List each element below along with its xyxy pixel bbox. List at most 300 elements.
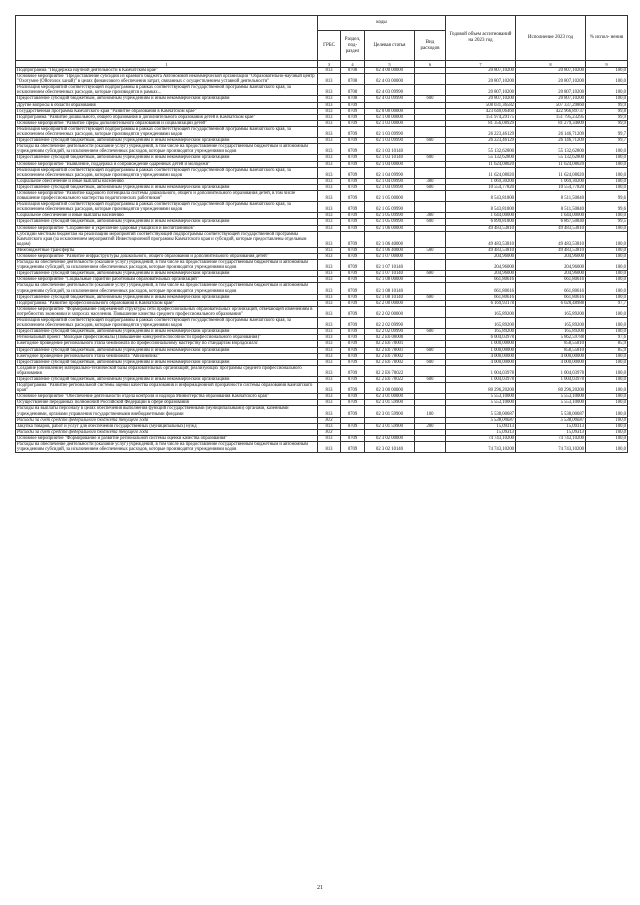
row-name: Основное мероприятие "Развитие сферы дополнительного образования и социализации детей" — [16, 120, 318, 126]
row-expense-type: 600 — [415, 347, 446, 353]
row-grbs: 813 — [318, 74, 341, 85]
row-executed-amount: 1 004,03978 — [516, 365, 586, 376]
row-target-article: 02 2 00 00000 — [365, 300, 415, 306]
row-grbs: 813 — [318, 120, 341, 126]
row-planned-amount: 661,80616 — [446, 283, 516, 294]
row-target-article: 02 3 01 59900 — [365, 406, 415, 417]
row-target-article: 02 1 07 10140 — [365, 260, 415, 271]
row-expense-type — [415, 190, 446, 201]
row-razdel: 0708 — [341, 68, 365, 74]
index-cell: 1 — [16, 61, 318, 68]
row-name: Подпрограмма "Развитие дошкольного, общего образования и дополнительного образования детей в Камчатском крае" — [16, 114, 318, 120]
row-target-article: 02 3 02 00000 — [365, 435, 415, 441]
row-executed-amount: 20 807,10200 — [516, 96, 586, 102]
row-executed-amount: 15,09313 — [516, 423, 586, 429]
row-name: Основное мероприятие "Социальные гарантии работникам образовательных организаций" — [16, 277, 318, 283]
table-header — [16, 16, 628, 68]
row-expense-type — [415, 383, 446, 394]
row-execution-percent: 100,0 — [586, 353, 628, 359]
row-grbs: 813 — [318, 376, 341, 382]
row-planned-amount: 5 538,00687 — [446, 417, 516, 423]
row-executed-amount: 4 000,00000 — [516, 359, 586, 365]
row-target-article: 02 2 02 09990 — [365, 329, 415, 335]
row-razdel: 0709 — [341, 161, 365, 167]
row-execution-percent: 100,0 — [586, 429, 628, 435]
row-target-article: 02 1 08 10140 — [365, 294, 415, 300]
row-razdel: 0709 — [341, 277, 365, 283]
row-grbs: 813 — [318, 442, 341, 453]
row-target-article: 02 1 04 09990 — [365, 167, 415, 178]
row-grbs: 813 — [318, 96, 341, 102]
row-razdel: 0709 — [341, 213, 365, 219]
row-expense-type: 600 — [415, 294, 446, 300]
row-executed-amount: 661,80616 — [516, 277, 586, 283]
row-executed-amount: 165,89200 — [516, 329, 586, 335]
row-executed-amount: 1 069,30200 — [516, 178, 586, 184]
row-planned-amount: 165,89200 — [446, 318, 516, 329]
row-name: Предоставление субсидий бюджетным, автономным учреждениям и иным некоммерческим организациям — [16, 347, 318, 353]
table-row — [16, 442, 628, 453]
row-razdel: 0709 — [341, 383, 365, 394]
row-target-article: 02 1 06 40000 — [365, 231, 415, 247]
row-expense-type — [415, 318, 446, 329]
row-grbs: 813 — [318, 294, 341, 300]
row-expense-type: 100 — [415, 406, 446, 417]
row-planned-amount: 81 356,08929 — [446, 120, 516, 126]
row-execution-percent: 99,6 — [586, 190, 628, 201]
row-razdel: 0709 — [341, 300, 365, 306]
row-razdel: 0709 — [341, 335, 365, 341]
row-planned-amount: 74 743,10200 — [446, 442, 516, 453]
row-execution-percent: 100,0 — [586, 231, 628, 247]
row-target-article: 02 1 04 09990 — [365, 178, 415, 184]
row-execution-percent: 99,5 — [586, 219, 628, 225]
row-grbs: 813 — [318, 429, 341, 435]
row-executed-amount: 26 146,71209 — [516, 138, 586, 144]
report-sheet — [15, 15, 627, 453]
row-grbs: 813 — [318, 85, 341, 96]
row-razdel: 0709 — [341, 347, 365, 353]
row-target-article: 02 1 05 00000 — [365, 190, 415, 201]
row-name: Государственная программа Камчатского края "Развитие образования в Камчатском крае" — [16, 108, 318, 114]
row-executed-amount: 151 795,23295 — [516, 114, 586, 120]
row-razdel: 0709 — [341, 329, 365, 335]
row-name: Социальное обеспечение и иные выплаты населению — [16, 178, 318, 184]
row-expense-type — [415, 202, 446, 213]
header-cs: Целевая статья — [365, 31, 415, 61]
header-codes-group: коды — [318, 16, 446, 31]
row-name: Реализация мероприятий соответствующей подпрограммы в рамках соответствующей государственной программы Камчатского края, за исключением обеспеченных расходов, которые производятся учреждениями кодов — [16, 167, 318, 178]
row-target-article: 02 1 07 10140 — [365, 271, 415, 277]
row-target-article: 02 1 03 10140 — [365, 144, 415, 155]
row-razdel: 0709 — [341, 114, 365, 120]
row-target-article: 02 1 04 00000 — [365, 161, 415, 167]
row-razdel: 0709 — [341, 294, 365, 300]
row-expense-type: 300 — [415, 213, 446, 219]
row-execution-percent: 100,0 — [586, 417, 628, 423]
row-razdel: 0709 — [341, 271, 365, 277]
row-razdel: 0709 — [341, 442, 365, 453]
row-target-article: 02 2 E6 70022 — [365, 365, 415, 376]
row-execution-percent: 85,9 — [586, 341, 628, 347]
row-executed-amount: 26 146,71209 — [516, 126, 586, 137]
row-executed-amount: 74 743,10200 — [516, 435, 586, 441]
index-cell: 6 — [415, 61, 446, 68]
row-name: Предоставление субсидий бюджетным, автономным учреждениям и иным некоммерческим организациям — [16, 184, 318, 190]
row-razdel: 0709 — [341, 102, 365, 108]
row-planned-amount: 6 169,93178 — [446, 300, 516, 306]
row-executed-amount: 49 483,53810 — [516, 247, 586, 253]
row-grbs: 813 — [318, 260, 341, 271]
row-name: Реализация мероприятий соответствующей подпрограммы в рамках соответствующей государственной программы Камчатского края, за исключением обеспеченных расходов, которые производятся учреждениями кодов — [16, 126, 318, 137]
row-grbs: 813 — [318, 254, 341, 260]
row-executed-amount: 661,80616 — [516, 294, 586, 300]
row-execution-percent: 99,7 — [586, 138, 628, 144]
row-razdel: 0709 — [341, 120, 365, 126]
row-expense-type: 600 — [415, 329, 446, 335]
row-planned-amount: 1 004,03978 — [446, 365, 516, 376]
row-name: Предоставление субсидий бюджетным, автономным учреждениям и иным некоммерческим организациям — [16, 96, 318, 102]
row-target-article: 02 3 02 10140 — [365, 442, 415, 453]
row-executed-amount: 165,89200 — [516, 318, 586, 329]
row-name: Предоставление субсидий бюджетным, автономным учреждениям и иным некоммерческим организациям — [16, 359, 318, 365]
row-grbs: 813 — [318, 102, 341, 108]
row-razdel: 0709 — [341, 202, 365, 213]
row-name: Основное мероприятие "Сохранение и укрепление здоровья учащихся и воспитанников" — [16, 225, 318, 231]
row-executed-amount: 81 279,34009 — [516, 120, 586, 126]
row-name: Подпрограмма "Развитие профессионального образования в Камчатском крае" — [16, 300, 318, 306]
row-executed-amount: 204,96000 — [516, 260, 586, 271]
row-planned-amount: 26 223,46129 — [446, 126, 516, 137]
row-executed-amount: 49 483,53810 — [516, 225, 586, 231]
row-expense-type: 600 — [415, 138, 446, 144]
row-execution-percent: 100,0 — [586, 294, 628, 300]
row-execution-percent: 97,6 — [586, 335, 628, 341]
row-name: Предоставление субсидий бюджетным, автономным учреждениям и иным некоммерческим организациям — [16, 138, 318, 144]
row-expense-type — [415, 283, 446, 294]
row-executed-amount: 11 624,08020 — [516, 167, 586, 178]
table-row — [16, 144, 628, 155]
row-expense-type: 600 — [415, 376, 446, 382]
index-cell: 8 — [516, 61, 586, 68]
row-executed-amount: 5 553,10000 — [516, 400, 586, 406]
row-execution-percent: 100,0 — [586, 167, 628, 178]
row-grbs: 813 — [318, 161, 341, 167]
row-expense-type: 600 — [415, 96, 446, 102]
row-target-article: 02 1 03 09990 — [365, 126, 415, 137]
row-planned-amount: 10 554,77820 — [446, 184, 516, 190]
row-planned-amount: 49 483,53810 — [446, 247, 516, 253]
row-grbs: 813 — [318, 353, 341, 359]
row-razdel: 0709 — [341, 283, 365, 294]
row-execution-percent: 100,0 — [586, 376, 628, 382]
index-cell: 7 — [446, 61, 516, 68]
row-razdel: 0708 — [341, 74, 365, 85]
row-execution-percent: 100,0 — [586, 254, 628, 260]
row-planned-amount: 6 004,03978 — [446, 335, 516, 341]
header-fact: Исполнение 2023 год — [516, 16, 586, 61]
row-name: Реализация мероприятий соответствующей подпрограммы в рамках соответствующей государственной программы Камчатского края, за исключением обеспеченных расходов, которые производятся в рамках... — [16, 85, 318, 96]
table-row — [16, 260, 628, 271]
row-executed-amount: 5 538,00687 — [516, 417, 586, 423]
row-execution-percent: 100,0 — [586, 68, 628, 74]
row-executed-amount: 6 867,50840 — [516, 219, 586, 225]
row-grbs: 813 — [318, 231, 341, 247]
table-row — [16, 126, 628, 137]
table-row — [16, 74, 628, 85]
row-grbs: 813 — [318, 435, 341, 441]
row-target-article: 02 1 05 09990 — [365, 213, 415, 219]
row-razdel: 0709 — [341, 318, 365, 329]
row-executed-amount: 5 862,59788 — [516, 335, 586, 341]
row-planned-amount: 15,09313 — [446, 429, 516, 435]
row-target-article: 02 3 00 00000 — [365, 383, 415, 394]
row-name: Субсидии местным бюджетам на реализацию мероприятий соответствующей подпрограммы соответствующей государственной программы Камчатского края (за исключением мероприятий Инвестиционной программы Камчатского края и субсидий, которые предоставлены отдельным кодом) — [16, 231, 318, 247]
row-planned-amount: 5 553,10000 — [446, 394, 516, 400]
row-expense-type — [415, 231, 446, 247]
index-cell: 3 — [318, 61, 341, 68]
row-name: Другие вопросы в области образования — [16, 102, 318, 108]
row-execution-percent: 100,0 — [586, 394, 628, 400]
row-target-article: 02 1 06 40000 — [365, 247, 415, 253]
row-planned-amount: 4 000,00000 — [446, 359, 516, 365]
row-execution-percent: 100,0 — [586, 161, 628, 167]
row-name: Предоставление субсидий бюджетным, автономным учреждениям и иным некоммерческим организациям — [16, 271, 318, 277]
row-execution-percent: 100,0 — [586, 85, 628, 96]
row-razdel: 0709 — [341, 167, 365, 178]
row-execution-percent: 100,0 — [586, 318, 628, 329]
row-expense-type — [415, 144, 446, 155]
row-target-article: 02 4 00 00000 — [365, 68, 415, 74]
row-execution-percent: 97,7 — [586, 300, 628, 306]
row-grbs: 813 — [318, 383, 341, 394]
row-name: Основное мероприятие "Предоставление субсидии из краевого бюджета Автономной некоммерческой организации "Образовательно-научный центр "Охотумне (Ойотолох ханай)" в целях финансового обеспечения затрат, связанных с осуществлением уставной деятельности" — [16, 74, 318, 85]
row-expense-type — [415, 442, 446, 453]
row-execution-percent: 99,7 — [586, 126, 628, 137]
row-planned-amount: 4 000,00000 — [446, 353, 516, 359]
row-planned-amount: 8 543,81800 — [446, 190, 516, 201]
page-number: 21 — [317, 885, 323, 891]
row-planned-amount: 204,96000 — [446, 254, 516, 260]
row-execution-percent: 99,6 — [586, 202, 628, 213]
row-target-article: 02 4 03 09990 — [365, 96, 415, 102]
column-index-row — [16, 61, 628, 68]
row-planned-amount: 20 807,10200 — [446, 68, 516, 74]
row-execution-percent: 100,0 — [586, 435, 628, 441]
row-execution-percent: 100,0 — [586, 96, 628, 102]
row-target-article: 02 3 01 59900 — [365, 400, 415, 406]
row-name: Основное мероприятие "Выявление, поддержка и сопровождение одаренных детей и молодежи" — [16, 161, 318, 167]
row-grbs: 813 — [318, 306, 341, 317]
table-row — [16, 202, 628, 213]
row-planned-amount: 49 483,53810 — [446, 231, 516, 247]
row-executed-amount: 858,55810 — [516, 347, 586, 353]
row-executed-amount: 422 966,89737 — [516, 108, 586, 114]
row-name: Предоставление субсидий бюджетным, автономным учреждениям и иным некоммерческим организациям — [16, 329, 318, 335]
row-target-article: 02 2 E6 70022 — [365, 376, 415, 382]
row-execution-percent: 100,0 — [586, 74, 628, 85]
row-name: Основное мероприятие "Развитие кадрового потенциала системы дошкольного, общего и дополнительного образования детей, в том числе повышение профессионального мастерства педагогических работников" — [16, 190, 318, 201]
row-razdel: 0709 — [341, 306, 365, 317]
row-executed-amount: 55 132,62800 — [516, 155, 586, 161]
row-grbs: 813 — [318, 283, 341, 294]
row-planned-amount: 508 031,36582 — [446, 102, 516, 108]
row-execution-percent: 100,0 — [586, 329, 628, 335]
row-planned-amount: 1 000,00000 — [446, 347, 516, 353]
row-execution-percent: 85,9 — [586, 347, 628, 353]
row-razdel: 0709 — [341, 394, 365, 400]
row-razdel: 0709 — [341, 178, 365, 184]
row-expense-type — [415, 74, 446, 85]
row-execution-percent: 100,0 — [586, 283, 628, 294]
row-grbs: 813 — [318, 114, 341, 120]
row-name: Реализация мероприятий соответствующей подпрограммы в рамках соответствующей государственной программы Камчатского края, за исключением обеспеченных расходов, которые производятся учреждениями кодов — [16, 318, 318, 329]
row-planned-amount: 20 807,10200 — [446, 74, 516, 85]
row-executed-amount: 15,09313 — [516, 429, 586, 435]
row-name: Создание (обновление) материально-технической базы образовательных организаций, реализующих программы среднего профессионального образования — [16, 365, 318, 376]
row-target-article: 02 1 06 00000 — [365, 225, 415, 231]
row-planned-amount: 20 807,10200 — [446, 96, 516, 102]
row-target-article: 02 2 E6 70002 — [365, 359, 415, 365]
row-grbs: 813 — [318, 178, 341, 184]
row-grbs: 813 — [318, 423, 341, 429]
row-grbs: 813 — [318, 126, 341, 137]
row-execution-percent: 100,0 — [586, 247, 628, 253]
table-body — [16, 68, 628, 453]
row-planned-amount: 49 483,53810 — [446, 225, 516, 231]
row-executed-amount: 8 511,50840 — [516, 202, 586, 213]
header-grbs: ГРБС — [318, 31, 341, 61]
index-cell: 5 — [365, 61, 415, 68]
row-grbs: 813 — [318, 202, 341, 213]
row-executed-amount: 11 624,08020 — [516, 161, 586, 167]
row-executed-amount: 5 553,10000 — [516, 394, 586, 400]
row-name: Закупка товаров, работ и услуг для обеспечения государственных (муниципальных) нужд — [16, 423, 318, 429]
row-expense-type: 600 — [415, 359, 446, 365]
row-target-article: 02 1 08 10140 — [365, 283, 415, 294]
row-target-article: 02 4 03 00000 — [365, 74, 415, 85]
row-execution-percent: 99,9 — [586, 120, 628, 126]
row-razdel: 0709 — [341, 254, 365, 260]
row-razdel: 0709 — [341, 376, 365, 382]
row-target-article: 02 3 01 59900 — [365, 423, 415, 429]
table-row — [16, 167, 628, 178]
row-expense-type — [415, 85, 446, 96]
row-razdel: 0709 — [341, 138, 365, 144]
row-name: Расходы на обеспечение деятельности (оказание услуг) учреждений, в том числе на предоставление государственным бюджетным и автономным учреждениям субсидий, за исключением обеспеченных расходов, которые производятся учреждениями кодов — [16, 283, 318, 294]
row-target-article: 02 2 02 09990 — [365, 318, 415, 329]
row-execution-percent: 100,0 — [586, 365, 628, 376]
header-pct: % испол- нения — [586, 16, 628, 61]
row-executed-amount: 4 000,00000 — [516, 353, 586, 359]
row-planned-amount: 423 640,06460 — [446, 108, 516, 114]
row-grbs: 813 — [318, 138, 341, 144]
table-row — [16, 383, 628, 394]
row-grbs: 813 — [318, 108, 341, 114]
row-planned-amount: 55 132,62800 — [446, 144, 516, 155]
row-razdel: 0709 — [341, 406, 365, 417]
row-grbs: 813 — [318, 225, 341, 231]
row-razdel: 0709 — [341, 126, 365, 137]
row-planned-amount: 5 538,00687 — [446, 406, 516, 417]
table-row — [16, 406, 628, 417]
row-planned-amount: 11 624,08020 — [446, 161, 516, 167]
row-execution-percent: 100,0 — [586, 260, 628, 271]
row-execution-percent: 99,8 — [586, 108, 628, 114]
row-execution-percent: 100,0 — [586, 144, 628, 155]
row-name: Расходы на выплаты персоналу в целях обеспечения выполнения функций государственными (муниципальными) органами, казенными учреждениями, органами управления государственными внебюджетными фондами — [16, 406, 318, 417]
row-name: Подпрограмма "Поддержка научной деятельности в Камчатском крае" — [16, 68, 318, 74]
index-cell: 4 — [341, 61, 365, 68]
row-razdel: 0709 — [341, 108, 365, 114]
row-razdel: 0709 — [341, 353, 365, 359]
table-row — [16, 318, 628, 329]
header-plan: Годовой объем ассигнований на 2023 год — [446, 16, 516, 61]
row-grbs: 813 — [318, 335, 341, 341]
table-row — [16, 231, 628, 247]
row-planned-amount: 1 644,00000 — [446, 213, 516, 219]
row-execution-percent: 100,0 — [586, 359, 628, 365]
row-target-article: 02 1 00 00000 — [365, 114, 415, 120]
row-name: Ежегодное проведение регионального этапа чемпионата "Абилимпикс" — [16, 353, 318, 359]
row-target-article: 02 2 02 00000 — [365, 306, 415, 317]
row-name: Предоставление субсидий бюджетным, автономным учреждениям и иным некоммерческим организациям — [16, 376, 318, 382]
table-row — [16, 190, 628, 201]
row-executed-amount: 5 538,00687 — [516, 406, 586, 417]
row-expense-type — [415, 126, 446, 137]
row-planned-amount: 1 069,30200 — [446, 178, 516, 184]
row-planned-amount: 15,09313 — [446, 423, 516, 429]
row-executed-amount: 49 483,53810 — [516, 231, 586, 247]
row-grbs: 813 — [318, 359, 341, 365]
row-executed-amount: 6 028,48988 — [516, 300, 586, 306]
row-executed-amount: 20 807,10200 — [516, 85, 586, 96]
row-executed-amount: 20 807,10200 — [516, 68, 586, 74]
row-grbs: 813 — [318, 406, 341, 417]
row-execution-percent: 99,9 — [586, 114, 628, 120]
row-name: Ежегодное проведение регионального этапа чемпионата по профессиональному мастерству по стандартам Ворлдскиллс — [16, 341, 318, 347]
header-razdel: Раздел, под- раздел — [341, 31, 365, 61]
row-expense-type: 600 — [415, 155, 446, 161]
row-target-article: 02 1 05 09990 — [365, 219, 415, 225]
row-expense-type: 300 — [415, 178, 446, 184]
row-target-article: 02 4 03 09990 — [365, 85, 415, 96]
row-razdel: 0709 — [341, 260, 365, 271]
row-target-article: 02 2 E6 70001 — [365, 347, 415, 353]
row-target-article: 02 1 08 00000 — [365, 277, 415, 283]
row-planned-amount: 661,80616 — [446, 277, 516, 283]
row-execution-percent: 100,0 — [586, 400, 628, 406]
row-executed-amount: 1 004,03978 — [516, 376, 586, 382]
row-razdel: 0709 — [341, 184, 365, 190]
row-razdel: 0709 — [341, 400, 365, 406]
row-target-article: 02 2 E6 70001 — [365, 341, 415, 347]
header-name — [16, 16, 318, 61]
row-razdel: 0708 — [341, 85, 365, 96]
row-executed-amount: 8 511,50840 — [516, 190, 586, 201]
row-grbs: 813 — [318, 167, 341, 178]
row-execution-percent: 99,9 — [586, 102, 628, 108]
row-planned-amount: 20 807,10200 — [446, 85, 516, 96]
row-razdel: 0709 — [341, 423, 365, 429]
row-name: Предоставление субсидий бюджетным, автономным учреждениям и иным некоммерческим организациям — [16, 219, 318, 225]
row-planned-amount: 661,80616 — [446, 294, 516, 300]
row-target-article: 02 1 03 09990 — [365, 138, 415, 144]
row-planned-amount: 151 974,29175 — [446, 114, 516, 120]
row-razdel: 0709 — [341, 231, 365, 247]
row-grbs: 813 — [318, 365, 341, 376]
row-name: Реализация мероприятий соответствующей подпрограммы в рамках соответствующей государственной программы Камчатского края, за исключением обеспеченных расходов, которые производятся учреждениями кодов — [16, 202, 318, 213]
